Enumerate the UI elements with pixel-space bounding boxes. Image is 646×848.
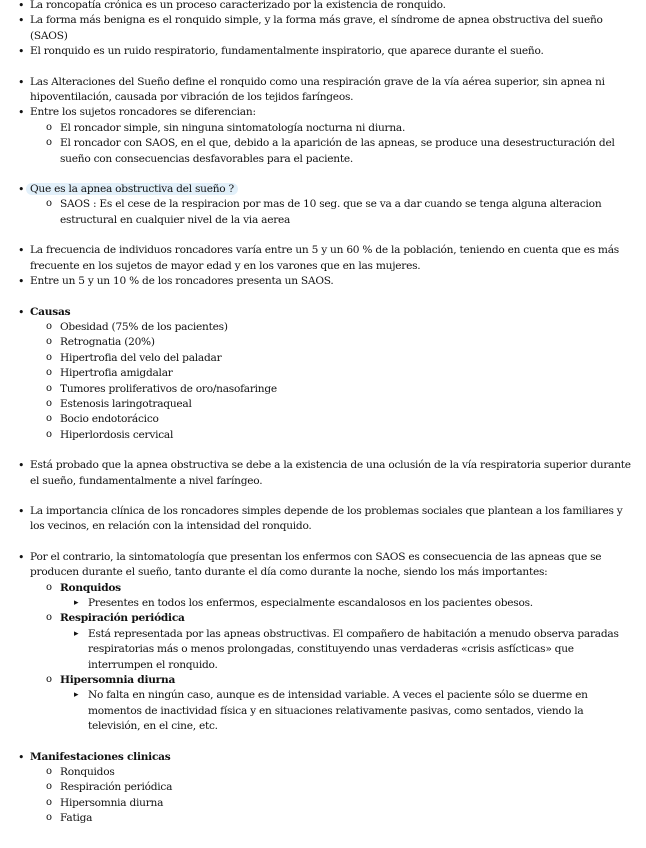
sub-saos-definicion: o SAOS : Es el cese de la respiracion por mas de 10 seg. que se va a dar cuando se tenga alguna alteracion estructural en cualquier nivel de la via aerea <box>18 197 632 228</box>
spacer <box>18 60 632 75</box>
sintoma-description: ▸ Está representada por las apneas obstructivas. El compañero de habitación a menudo observa paradas respiratorias más o menos prolongadas, constituyendo unas verdaderas «crisis asfícticas» que interrumpen el ronquido. <box>18 627 632 673</box>
spacer <box>18 535 632 550</box>
sintoma-description: ▸ No falta en ningún caso, aunque es de intensidad variable. A veces el paciente sólo se duerme en momentos de inactividad física y en situaciones relativamente pasivas, como sentados, viendo la televisión, en el cine, etc. <box>18 688 632 734</box>
spacer <box>18 489 632 504</box>
sintoma-heading <box>18 673 632 688</box>
sintoma-description: ▸ Presentes en todos los enfermos, especialmente escandalosos en los pacientes obesos. <box>18 596 632 611</box>
spacer <box>18 228 632 243</box>
causa-item: o Tumores proliferativos de oro/nasofaringe <box>18 382 632 397</box>
spacer <box>18 167 632 182</box>
highlighted-question: Que es la apnea obstructiva del sueño ? <box>26 183 238 195</box>
causa-item: o Bocio endotorácico <box>18 412 632 427</box>
sintoma-title: Respiración periódica <box>60 612 185 625</box>
bullet-manifestaciones <box>18 750 632 765</box>
bullet-ronquido-ruido: • El ronquido es un ruido respiratorio, fundamentalmente inspiratorio, que aparece durante el sueño. <box>18 44 632 59</box>
causa-item: o Hipertrofia amigdalar <box>18 366 632 381</box>
bullet-frecuencia: • La frecuencia de individuos roncadores varía entre un 5 y un 60 % de la población, teniendo en cuenta que es más frecuente en los sujetos de mayor edad y en los varones que en las mujeres. <box>18 243 632 274</box>
causas-heading: Causas <box>30 305 71 318</box>
manifestacion-item: o Ronquidos <box>18 765 632 780</box>
causa-item: o Retrognatia (20%) <box>18 335 632 350</box>
causa-item: o Obesidad (75% de los pacientes) <box>18 320 632 335</box>
sintoma-title: Ronquidos <box>60 581 121 594</box>
causa-item: o Estenosis laringotraqueal <box>18 397 632 412</box>
bullet-porcentaje-saos: • Entre un 5 y un 10 % de los roncadores presenta un SAOS. <box>18 274 632 289</box>
spacer <box>18 290 632 305</box>
bullet-sujetos-roncadores: • Entre los sujetos roncadores se diferencian: <box>18 105 632 120</box>
causa-item: o Hipertrofia del velo del paladar <box>18 351 632 366</box>
bullet-importancia-clinica: • La importancia clínica de los roncadores simples depende de los problemas sociales que plantean a los familiares y los vecinos, en relación con la intensidad del ronquido. <box>18 504 632 535</box>
manifestacion-item: o Respiración periódica <box>18 780 632 795</box>
bullet-que-es-apnea <box>18 182 632 197</box>
spacer <box>18 443 632 458</box>
bullet-alteraciones-sueno: • Las Alteraciones del Sueño define el ronquido como una respiración grave de la vía aérea superior, sin apnea ni hipoventilación, causada por vibración de los tejidos faríngeos. <box>18 75 632 106</box>
sub-roncador-saos: o El roncador con SAOS, en el que, debido a la aparición de las apneas, se produce una desestructuración del sueño con consecuencias desfavorables para el paciente. <box>18 136 632 167</box>
bullet-forma-benigna: • La forma más benigna es el ronquido simple, y la forma más grave, el síndrome de apnea obstructiva del sueño (SAOS) <box>18 13 632 44</box>
sub-roncador-simple: o El roncador simple, sin ninguna sintomatología nocturna ni diurna. <box>18 121 632 136</box>
spacer <box>18 735 632 750</box>
sintoma-title: Hipersomnia diurna <box>60 674 176 687</box>
bullet-sintomatologia: • Por el contrario, la sintomatología que presentan los enfermos con SAOS es consecuencia de las apneas que se producen durante el sueño, tanto durante el día como durante la noche, siendo los más importantes: <box>18 550 632 581</box>
bullet-causas <box>18 305 632 320</box>
manifestacion-item: o Hipersomnia diurna <box>18 796 632 811</box>
sintoma-heading <box>18 581 632 596</box>
sintoma-heading <box>18 611 632 626</box>
manifestacion-item: o Fatiga <box>18 811 632 826</box>
bullet-roncopatia: • La roncopatía crónica es un proceso caracterizado por la existencia de ronquido. <box>18 0 632 13</box>
causa-item: o Hiperlordosis cervical <box>18 428 632 443</box>
bullet-probado-oclusion: • Está probado que la apnea obstructiva se debe a la existencia de una oclusión de la vía respiratoria superior durante el sueño, fundamentalmente a nivel faríngeo. <box>18 458 632 489</box>
manifestaciones-heading: Manifestaciones clinicas <box>30 750 171 763</box>
